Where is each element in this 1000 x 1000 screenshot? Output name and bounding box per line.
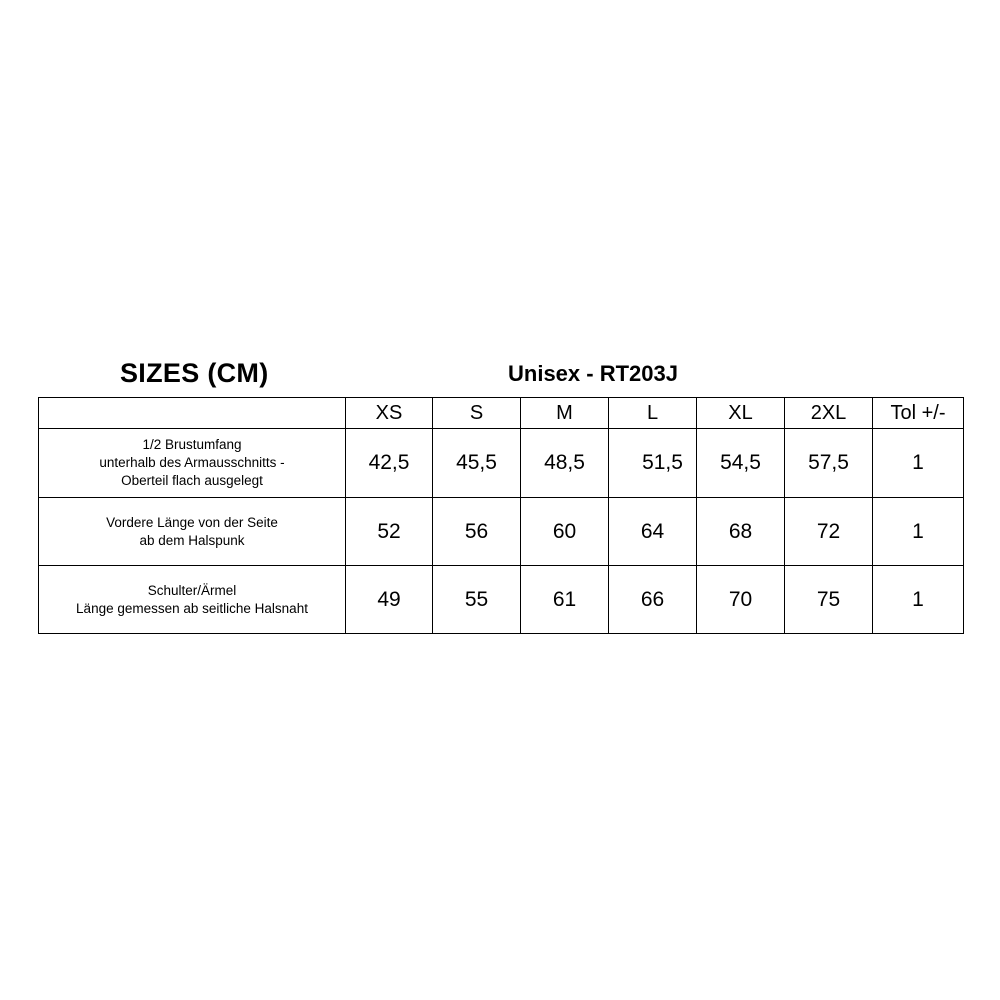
description-line: ab dem Halspunk	[139, 532, 245, 548]
value-cell-xl: 68	[697, 498, 785, 566]
value-cell-s: 56	[433, 498, 521, 566]
header-cell-l: L	[609, 398, 697, 429]
value-cell-tolerance: 1	[873, 566, 964, 634]
value-cell-tolerance: 1	[873, 429, 964, 498]
table-row	[39, 498, 964, 566]
value-cell-2xl: 57,5	[785, 429, 873, 498]
table-row	[39, 566, 964, 634]
size-chart-table	[38, 397, 964, 634]
value-cell-tolerance: 1	[873, 498, 964, 566]
header-cell-empty	[39, 398, 346, 429]
value-cell-m: 48,5	[521, 429, 609, 498]
header-row	[39, 398, 964, 429]
row-description	[39, 498, 346, 566]
table-row	[39, 429, 964, 498]
header-cell-xl: XL	[697, 398, 785, 429]
header-cell-tolerance: Tol +/-	[873, 398, 964, 429]
header-cell-2xl: 2XL	[785, 398, 873, 429]
value-cell-xs: 42,5	[346, 429, 433, 498]
description-line: Schulter/Ärmel	[147, 582, 237, 598]
value-cell-xl: 54,5	[697, 429, 785, 498]
description-line: 1/2 Brustumfang	[142, 437, 242, 452]
row-description	[39, 566, 346, 634]
value-cell-xs: 49	[346, 566, 433, 634]
description-line: Länge gemessen ab seitliche Halsnaht	[76, 600, 308, 616]
value-cell-l: 51,5	[609, 429, 697, 498]
description-line: Vordere Länge von der Seite	[106, 514, 278, 530]
value-cell-2xl: 72	[785, 498, 873, 566]
sizes-title: SIZES (CM)	[120, 358, 269, 388]
value-cell-s: 45,5	[433, 429, 521, 498]
row-description	[39, 429, 346, 498]
value-cell-l: 64	[609, 498, 697, 566]
value-cell-xs: 52	[346, 498, 433, 566]
value-cell-2xl: 75	[785, 566, 873, 634]
value-cell-l: 66	[609, 566, 697, 634]
description-line: unterhalb des Armausschnitts -	[99, 455, 285, 470]
header-cell-m: M	[521, 398, 609, 429]
product-title: Unisex - RT203J	[508, 361, 678, 386]
value-cell-m: 60	[521, 498, 609, 566]
value-cell-m: 61	[521, 566, 609, 634]
description-line: Oberteil flach ausgelegt	[121, 473, 263, 488]
value-cell-xl: 70	[697, 566, 785, 634]
header-cell-s: S	[433, 398, 521, 429]
value-cell-s: 55	[433, 566, 521, 634]
header-cell-xs: XS	[346, 398, 433, 429]
